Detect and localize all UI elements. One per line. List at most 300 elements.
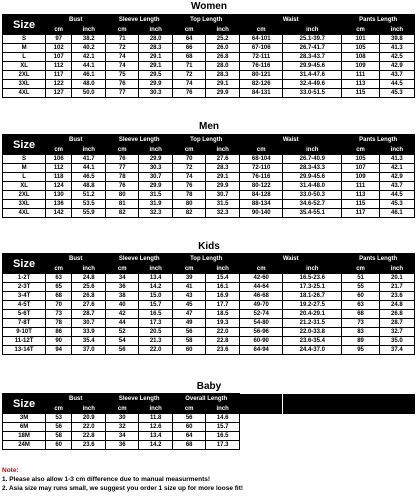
kids-size-header: Size bbox=[3, 254, 46, 274]
value-cell: 117 bbox=[342, 209, 379, 218]
value-cell: 113 bbox=[342, 80, 379, 89]
kids-unit-header: cm bbox=[46, 265, 72, 274]
value-cell: 72 bbox=[173, 71, 206, 80]
value-cell: 75 bbox=[106, 71, 139, 80]
value-cell: 30.7 bbox=[206, 191, 240, 200]
size-cell: 6M bbox=[3, 423, 46, 432]
value-cell: 42.1 bbox=[379, 164, 414, 173]
value-cell: 105 bbox=[342, 44, 379, 53]
value-cell: 45 bbox=[173, 301, 206, 310]
kids-column-group: Top Length bbox=[173, 254, 240, 265]
value-cell: 109 bbox=[342, 173, 379, 182]
kids-table-row bbox=[3, 310, 415, 319]
value-cell: 67-106 bbox=[240, 44, 283, 53]
size-cell: 2XL bbox=[3, 191, 46, 200]
men-unit-header: inch bbox=[206, 146, 240, 155]
value-cell: 60 bbox=[173, 346, 206, 355]
size-cell: L bbox=[3, 173, 46, 182]
value-cell: 32 bbox=[106, 423, 139, 432]
value-cell: 23.6 bbox=[206, 346, 240, 355]
size-cell: 9-10T bbox=[3, 328, 46, 337]
value-cell: 28.3 bbox=[206, 164, 240, 173]
value-cell: 55 bbox=[342, 283, 379, 292]
blank-cell bbox=[240, 423, 283, 432]
kids-title: Kids bbox=[198, 241, 220, 252]
value-cell: 115 bbox=[342, 200, 379, 209]
men-title: Men bbox=[199, 121, 219, 132]
baby-unit-header: cm bbox=[46, 405, 72, 414]
value-cell: 109 bbox=[342, 62, 379, 71]
value-cell: 80-121 bbox=[240, 71, 283, 80]
size-cell: S bbox=[3, 35, 46, 44]
value-cell: 56 bbox=[46, 423, 72, 432]
value-cell: 15.7 bbox=[139, 301, 173, 310]
value-cell: 28.7 bbox=[379, 319, 414, 328]
value-cell: 26.7-41.7 bbox=[283, 44, 342, 53]
value-cell: 122 bbox=[46, 80, 72, 89]
value-cell: 63 bbox=[46, 274, 72, 283]
men-unit-header: cm bbox=[342, 146, 379, 155]
value-cell: 70 bbox=[173, 155, 206, 164]
kids-table-row bbox=[3, 346, 415, 355]
value-cell: 60 bbox=[173, 423, 206, 432]
blank-cell bbox=[379, 394, 414, 405]
value-cell: 28.0 bbox=[206, 62, 240, 71]
value-cell: 78 bbox=[106, 173, 139, 182]
value-cell: 18.5 bbox=[206, 310, 240, 319]
value-cell: 117 bbox=[46, 71, 72, 80]
baby-unit-header: cm bbox=[106, 405, 139, 414]
kids-unit-header: cm bbox=[106, 265, 139, 274]
value-cell: 22.0-33.8 bbox=[283, 328, 342, 337]
value-cell: 31.4-48.0 bbox=[283, 182, 342, 191]
value-cell: 25.2 bbox=[206, 35, 240, 44]
value-cell: 21.7 bbox=[379, 283, 414, 292]
value-cell: 76 bbox=[106, 182, 139, 191]
value-cell: 44.1 bbox=[72, 164, 106, 173]
value-cell: 29.9 bbox=[206, 89, 240, 98]
men-unit-header: inch bbox=[72, 146, 106, 155]
value-cell: 31.9 bbox=[139, 200, 173, 209]
value-cell: 70 bbox=[46, 301, 72, 310]
value-cell: 68-104 bbox=[240, 155, 283, 164]
kids-unit-header: cm bbox=[173, 265, 206, 274]
value-cell: 42 bbox=[106, 310, 139, 319]
men-table-row bbox=[3, 200, 415, 209]
women-unit-header: inch bbox=[283, 26, 342, 35]
value-cell: 60 bbox=[342, 292, 379, 301]
women-unit-header: cm bbox=[106, 26, 139, 35]
value-cell: 31.4-47.6 bbox=[283, 71, 342, 80]
blank-cell bbox=[342, 423, 379, 432]
size-cell: 5-6T bbox=[3, 310, 46, 319]
value-cell: 111 bbox=[342, 71, 379, 80]
value-cell: 29.9-45.6 bbox=[283, 173, 342, 182]
value-cell: 74 bbox=[106, 62, 139, 71]
size-cell: 18M bbox=[3, 432, 46, 441]
value-cell: 52 bbox=[106, 328, 139, 337]
value-cell: 64 bbox=[173, 432, 206, 441]
value-cell: 13.4 bbox=[139, 274, 173, 283]
baby-column-group: Sleeve Length bbox=[106, 394, 173, 405]
value-cell: 142 bbox=[46, 209, 72, 218]
value-cell: 38.2 bbox=[72, 35, 106, 44]
size-cell: 2-3T bbox=[3, 283, 46, 292]
value-cell: 94 bbox=[46, 346, 72, 355]
value-cell: 37.4 bbox=[379, 346, 414, 355]
men-table-row bbox=[3, 164, 415, 173]
men-unit-header: cm bbox=[240, 146, 283, 155]
value-cell: 49 bbox=[173, 319, 206, 328]
blank-cell bbox=[240, 414, 283, 423]
value-cell: 27.6 bbox=[72, 301, 106, 310]
value-cell: 48.0 bbox=[72, 80, 106, 89]
value-cell: 29.9 bbox=[206, 182, 240, 191]
value-cell: 54-80 bbox=[240, 319, 283, 328]
value-cell: 25.6 bbox=[72, 283, 106, 292]
value-cell: 30.7 bbox=[139, 173, 173, 182]
women-title: Women bbox=[191, 1, 227, 12]
value-cell: 44-64 bbox=[240, 283, 283, 292]
value-cell: 90-140 bbox=[240, 209, 283, 218]
value-cell: 22.0 bbox=[139, 346, 173, 355]
size-cell: 3M bbox=[3, 414, 46, 423]
value-cell: 43 bbox=[173, 292, 206, 301]
kids-table-row bbox=[3, 319, 415, 328]
size-cell: M bbox=[3, 44, 46, 53]
value-cell: 22.8 bbox=[72, 432, 106, 441]
size-cell: XL bbox=[3, 182, 46, 191]
value-cell: 95 bbox=[342, 346, 379, 355]
women-table-row bbox=[3, 44, 415, 53]
women-unit-header: cm bbox=[342, 26, 379, 35]
value-cell: 81 bbox=[106, 200, 139, 209]
value-cell: 26.8 bbox=[206, 53, 240, 62]
value-cell: 76-116 bbox=[240, 62, 283, 71]
blank-cell bbox=[379, 441, 414, 450]
size-cell: 3XL bbox=[3, 200, 46, 209]
value-cell: 45.3 bbox=[379, 89, 414, 98]
value-cell: 78 bbox=[173, 191, 206, 200]
blank-cell bbox=[240, 441, 283, 450]
value-cell: 17.3 bbox=[139, 319, 173, 328]
value-cell: 51 bbox=[342, 274, 379, 283]
kids-unit-header: inch bbox=[379, 265, 414, 274]
value-cell: 64 bbox=[173, 35, 206, 44]
value-cell: 29.1 bbox=[139, 62, 173, 71]
value-cell: 32.3 bbox=[139, 209, 173, 218]
value-cell: 29.5 bbox=[139, 71, 173, 80]
value-cell: 45.3 bbox=[379, 200, 414, 209]
men-column-group: Pants Length bbox=[342, 135, 415, 146]
women-table-row bbox=[3, 62, 415, 71]
size-cell: L bbox=[3, 53, 46, 62]
value-cell: 28.3-43.7 bbox=[283, 53, 342, 62]
value-cell: 51.2 bbox=[72, 191, 106, 200]
men-unit-header: inch bbox=[379, 146, 414, 155]
size-cell: XL bbox=[3, 62, 46, 71]
value-cell: 16.5 bbox=[206, 432, 240, 441]
size-cell: 3-4T bbox=[3, 292, 46, 301]
baby-column-group: Bust bbox=[46, 394, 106, 405]
men-unit-header: inch bbox=[139, 146, 173, 155]
value-cell: 82 bbox=[106, 209, 139, 218]
value-cell: 29.1 bbox=[206, 80, 240, 89]
value-cell: 86 bbox=[46, 328, 72, 337]
value-cell: 37.0 bbox=[72, 346, 106, 355]
women-unit-header: inch bbox=[72, 26, 106, 35]
value-cell: 42.9 bbox=[379, 173, 414, 182]
men-table-row bbox=[3, 191, 415, 200]
size-cell: 2XL bbox=[3, 71, 46, 80]
value-cell: 112 bbox=[46, 164, 72, 173]
size-cell: M bbox=[3, 164, 46, 173]
value-cell: 113 bbox=[342, 191, 379, 200]
value-cell: 82 bbox=[173, 209, 206, 218]
value-cell: 27.6 bbox=[206, 155, 240, 164]
value-cell: 72 bbox=[173, 164, 206, 173]
value-cell: 72-110 bbox=[240, 164, 283, 173]
men-unit-header: cm bbox=[106, 146, 139, 155]
women-unit-header: inch bbox=[139, 26, 173, 35]
baby-table-row bbox=[3, 432, 415, 441]
kids-unit-header: cm bbox=[342, 265, 379, 274]
value-cell: 76 bbox=[173, 89, 206, 98]
value-cell: 31.5 bbox=[139, 191, 173, 200]
value-cell: 101 bbox=[342, 35, 379, 44]
value-cell: 29.9 bbox=[139, 182, 173, 191]
value-cell: 72 bbox=[106, 44, 139, 53]
value-cell: 60-90 bbox=[240, 337, 283, 346]
value-cell: 56-96 bbox=[240, 328, 283, 337]
men-unit-header: cm bbox=[46, 146, 72, 155]
value-cell: 29.9 bbox=[139, 155, 173, 164]
size-cell: 7-8T bbox=[3, 319, 46, 328]
men-size-table bbox=[2, 134, 415, 218]
size-cell: 3XL bbox=[3, 80, 46, 89]
value-cell: 52-74 bbox=[240, 310, 283, 319]
value-cell: 118 bbox=[46, 173, 72, 182]
value-cell: 22.8 bbox=[206, 337, 240, 346]
value-cell: 124 bbox=[46, 182, 72, 191]
value-cell: 56 bbox=[173, 328, 206, 337]
value-cell: 53.5 bbox=[72, 200, 106, 209]
notes bbox=[2, 466, 416, 493]
men-column-group: Top Length bbox=[173, 135, 240, 146]
size-cell: 13-14T bbox=[3, 346, 46, 355]
value-cell: 13.4 bbox=[139, 432, 173, 441]
value-cell: 26.8 bbox=[379, 310, 414, 319]
value-cell: 38 bbox=[106, 292, 139, 301]
size-cell: 4XL bbox=[3, 89, 46, 98]
baby-unit-header: inch bbox=[72, 405, 106, 414]
value-cell: 73 bbox=[342, 319, 379, 328]
value-cell: 28.7 bbox=[72, 310, 106, 319]
value-cell: 21.3 bbox=[139, 337, 173, 346]
blank-cell bbox=[342, 441, 379, 450]
value-cell: 14.2 bbox=[139, 283, 173, 292]
value-cell: 39 bbox=[173, 274, 206, 283]
value-cell: 20.4-29.1 bbox=[283, 310, 342, 319]
value-cell: 30.7 bbox=[72, 319, 106, 328]
value-cell: 74 bbox=[173, 80, 206, 89]
value-cell: 78 bbox=[46, 319, 72, 328]
value-cell: 46-68 bbox=[240, 292, 283, 301]
women-column-group: Waist bbox=[240, 15, 342, 26]
value-cell: 102 bbox=[46, 44, 72, 53]
value-cell: 14.6 bbox=[206, 414, 240, 423]
value-cell: 76 bbox=[106, 155, 139, 164]
value-cell: 28.3 bbox=[206, 71, 240, 80]
women-unit-header: inch bbox=[206, 26, 240, 35]
value-cell: 33.0-50.3 bbox=[283, 191, 342, 200]
value-cell: 22.0 bbox=[72, 423, 106, 432]
women-unit-header: cm bbox=[173, 26, 206, 35]
value-cell: 19.2-27.5 bbox=[283, 301, 342, 310]
value-cell: 68 bbox=[173, 53, 206, 62]
value-cell: 64-101 bbox=[240, 35, 283, 44]
men-table-row bbox=[3, 209, 415, 218]
value-cell: 68 bbox=[173, 441, 206, 450]
value-cell: 34 bbox=[106, 274, 139, 283]
value-cell: 80-122 bbox=[240, 182, 283, 191]
kids-unit-header: inch bbox=[283, 265, 342, 274]
value-cell: 46.5 bbox=[72, 173, 106, 182]
value-cell: 136 bbox=[46, 200, 72, 209]
value-cell: 105 bbox=[342, 155, 379, 164]
value-cell: 14.2 bbox=[139, 441, 173, 450]
note-label: Note: bbox=[2, 467, 19, 474]
value-cell: 44 bbox=[106, 319, 139, 328]
value-cell: 107 bbox=[342, 164, 379, 173]
value-cell: 16.5-23.6 bbox=[283, 274, 342, 283]
kids-column-group: Bust bbox=[46, 254, 106, 265]
value-cell: 33.0-51.5 bbox=[283, 89, 342, 98]
men-column-group: Bust bbox=[46, 135, 106, 146]
size-cell: 24M bbox=[3, 441, 46, 450]
value-cell: 19.3 bbox=[206, 319, 240, 328]
size-cell: 1-2T bbox=[3, 274, 46, 283]
value-cell: 15.0 bbox=[139, 292, 173, 301]
baby-column-group: Overall Length bbox=[173, 394, 240, 405]
value-cell: 42-60 bbox=[240, 274, 283, 283]
value-cell: 43.7 bbox=[379, 182, 414, 191]
kids-unit-header: inch bbox=[206, 265, 240, 274]
size-cell: 4-5T bbox=[3, 301, 46, 310]
blank-cell bbox=[283, 405, 342, 414]
value-cell: 47 bbox=[173, 310, 206, 319]
value-cell: 71 bbox=[106, 35, 139, 44]
value-cell: 80 bbox=[106, 191, 139, 200]
value-cell: 64-94 bbox=[240, 346, 283, 355]
value-cell: 23.6 bbox=[72, 441, 106, 450]
value-cell: 17.3-25.1 bbox=[283, 283, 342, 292]
value-cell: 82-126 bbox=[240, 80, 283, 89]
value-cell: 28.0 bbox=[139, 35, 173, 44]
value-cell: 23.6-35.4 bbox=[283, 337, 342, 346]
value-cell: 80 bbox=[173, 200, 206, 209]
value-cell: 41 bbox=[173, 283, 206, 292]
women-unit-header: cm bbox=[240, 26, 283, 35]
value-cell: 108 bbox=[342, 53, 379, 62]
value-cell: 77 bbox=[106, 89, 139, 98]
kids-unit-header: inch bbox=[139, 265, 173, 274]
women-table-row bbox=[3, 35, 415, 44]
value-cell: 60 bbox=[46, 441, 72, 450]
value-cell: 35.4 bbox=[72, 337, 106, 346]
value-cell: 24.8 bbox=[72, 274, 106, 283]
women-unit-header: inch bbox=[379, 26, 414, 35]
men-unit-header: inch bbox=[283, 146, 342, 155]
women-table-row bbox=[3, 71, 415, 80]
value-cell: 11.8 bbox=[139, 414, 173, 423]
value-cell: 77 bbox=[106, 164, 139, 173]
value-cell: 35.0 bbox=[379, 337, 414, 346]
value-cell: 83 bbox=[342, 328, 379, 337]
value-cell: 72-111 bbox=[240, 53, 283, 62]
value-cell: 26.8 bbox=[72, 292, 106, 301]
value-cell: 20.5 bbox=[139, 328, 173, 337]
kids-table-row bbox=[3, 328, 415, 337]
value-cell: 68 bbox=[342, 310, 379, 319]
kids-unit-header: cm bbox=[240, 265, 283, 274]
women-size-header: Size bbox=[3, 15, 46, 35]
kids-table-row bbox=[3, 274, 415, 283]
women-column-group: Bust bbox=[46, 15, 106, 26]
baby-table-row bbox=[3, 441, 415, 450]
blank-cell bbox=[379, 405, 414, 414]
baby-unit-header: inch bbox=[139, 405, 173, 414]
value-cell: 40.2 bbox=[72, 44, 106, 53]
value-cell: 76 bbox=[173, 182, 206, 191]
women-table-row bbox=[3, 80, 415, 89]
value-cell: 35.4-55.1 bbox=[283, 209, 342, 218]
blank-cell bbox=[379, 414, 414, 423]
blank-cell bbox=[240, 432, 283, 441]
kids-table-row bbox=[3, 292, 415, 301]
value-cell: 58 bbox=[46, 432, 72, 441]
baby-unit-header: cm bbox=[173, 405, 206, 414]
value-cell: 68 bbox=[46, 292, 72, 301]
baby-size-table bbox=[2, 393, 415, 450]
value-cell: 46.1 bbox=[72, 71, 106, 80]
value-cell: 43.7 bbox=[379, 71, 414, 80]
value-cell: 71 bbox=[173, 62, 206, 71]
value-cell: 56 bbox=[106, 346, 139, 355]
value-cell: 24.8 bbox=[379, 301, 414, 310]
value-cell: 25.1-39.7 bbox=[283, 35, 342, 44]
value-cell: 32.3 bbox=[206, 209, 240, 218]
blank-cell bbox=[342, 394, 379, 405]
value-cell: 33.9 bbox=[72, 328, 106, 337]
baby-size-header: Size bbox=[3, 394, 46, 414]
value-cell: 29.9-45.6 bbox=[283, 62, 342, 71]
value-cell: 31.5 bbox=[206, 200, 240, 209]
value-cell: 89 bbox=[342, 337, 379, 346]
value-cell: 66 bbox=[173, 44, 206, 53]
note-item-1: 1. Please also allow 1-3 cm difference due to manual measurments! bbox=[2, 476, 211, 483]
value-cell: 55.9 bbox=[72, 209, 106, 218]
women-column-group: Top Length bbox=[173, 15, 240, 26]
value-cell: 56 bbox=[173, 414, 206, 423]
value-cell: 115 bbox=[342, 89, 379, 98]
baby-table-row bbox=[3, 414, 415, 423]
value-cell: 44.5 bbox=[379, 191, 414, 200]
value-cell: 18.1-26.7 bbox=[283, 292, 342, 301]
kids-size-table bbox=[2, 253, 415, 355]
men-column-group: Sleeve Length bbox=[106, 135, 173, 146]
value-cell: 53 bbox=[46, 414, 72, 423]
